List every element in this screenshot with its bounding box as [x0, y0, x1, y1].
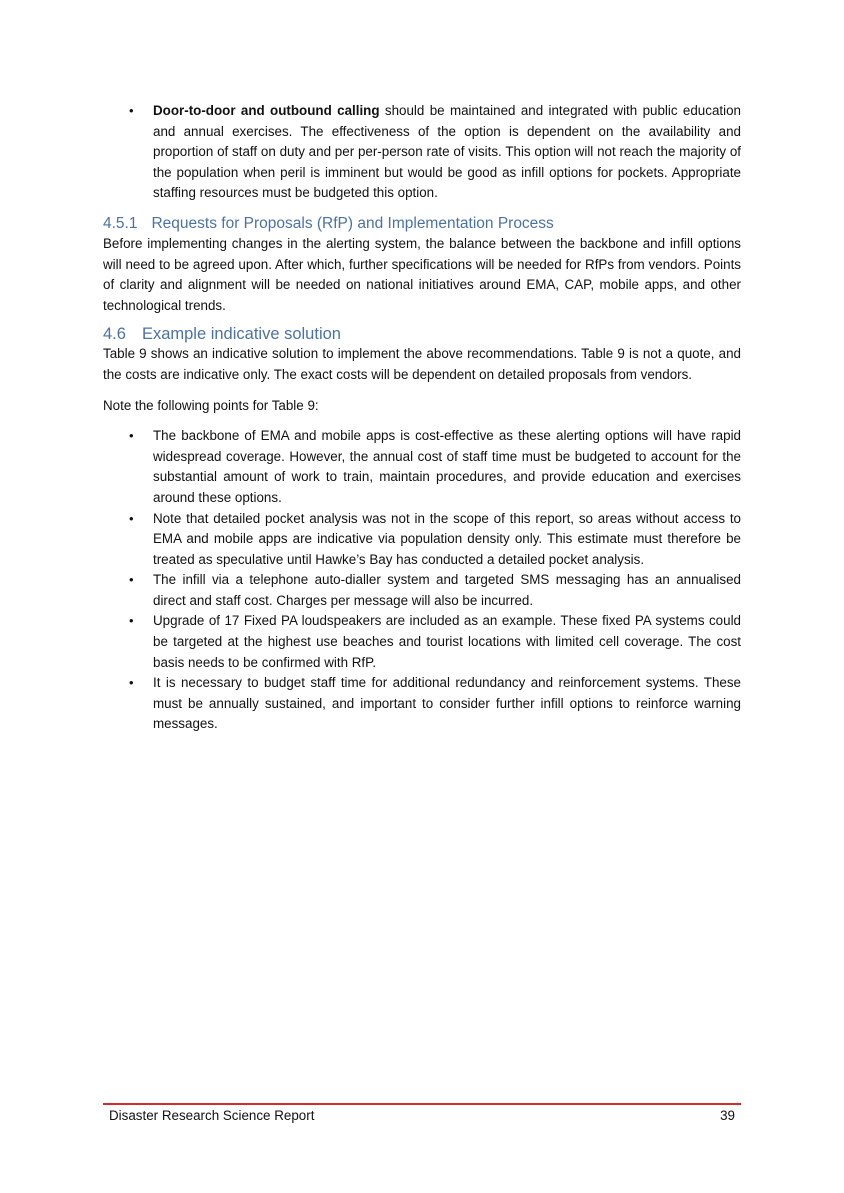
section-title: Example indicative solution — [141, 325, 341, 344]
list-item — [103, 509, 741, 571]
list-item — [103, 570, 741, 611]
list-item — [103, 673, 741, 735]
list-item — [103, 426, 741, 508]
paragraph: Note the following points for Table 9: — [103, 397, 319, 413]
page-body — [103, 101, 741, 735]
bullet-icon: • — [129, 428, 134, 444]
bullet-text: The backbone of EMA and mobile apps is cost-effective as these alerting options will have rapid widespread coverage. However, the annual cost of staff time must be budgeted to account for the substantial amount of work to train, maintain procedures, and provide education and exercises around these options. — [153, 428, 741, 505]
table9-notes-list — [103, 426, 741, 735]
page-number: 39 — [720, 1108, 735, 1123]
bullet-icon: • — [129, 613, 134, 629]
section-title: Requests for Proposals (RfP) and Implementation Process — [151, 214, 554, 232]
bullet-text: Note that detailed pocket analysis was not in the scope of this report, so areas without access to EMA and mobile apps are indicative via population density only. This estimate must therefore be treated as speculative until Hawke’s Bay has conducted a detailed pocket analysis. — [153, 510, 741, 567]
list-item — [103, 101, 741, 204]
list-item — [103, 611, 741, 673]
intro-bullet-list — [103, 101, 741, 204]
bullet-bold-lead: Door-to-door and outbound calling — [153, 103, 380, 118]
section-number: 4.5.1 — [103, 214, 138, 232]
section-heading-4-6 — [103, 324, 741, 344]
page-footer — [103, 1103, 741, 1123]
bullet-icon: • — [129, 510, 134, 526]
paragraph: Before implementing changes in the alerting system, the balance between the backbone and infill options will need to be agreed upon. After which, further specifications will be needed for RfPs from vendors. Points of clarity and alignment will be needed on national initiatives around EMA, CAP, mobile apps, and other technological trends. — [103, 235, 741, 313]
footer-title: Disaster Research Science Report — [109, 1108, 315, 1123]
bullet-text: Upgrade of 17 Fixed PA loudspeakers are included as an example. These fixed PA systems could be targeted at the highest use beaches and tourist locations with limited cell coverage. The cost basis needs to be confirmed with RfP. — [153, 613, 741, 670]
section-number: 4.6 — [103, 325, 126, 344]
bullet-text: The infill via a telephone auto-dialler system and targeted SMS messaging has an annualised direct and staff cost. Charges per message will also be incurred. — [153, 572, 741, 608]
bullet-icon: • — [129, 572, 134, 588]
paragraph: Table 9 shows an indicative solution to implement the above recommendations. Table 9 is not a quote, and the costs are indicative only. The exact costs will be dependent on detailed proposals from vendors. — [103, 346, 741, 382]
bullet-text: It is necessary to budget staff time for additional redundancy and reinforcement systems. These must be annually sustained, and important to consider further infill options to reinforce warning messages. — [153, 675, 741, 732]
bullet-icon: • — [129, 675, 134, 691]
section-heading-4-5-1 — [103, 214, 741, 234]
bullet-text: should be maintained and integrated with public education and annual exercises. The effectiveness of the option is dependent on the availability and proportion of staff on duty and per per-person rate of visits. This option will not reach the majority of the population when peril is imminent but would be good as infill options for pockets. Appropriate staffing resources must be budgeted this option. — [153, 103, 741, 201]
bullet-icon: • — [129, 103, 134, 118]
